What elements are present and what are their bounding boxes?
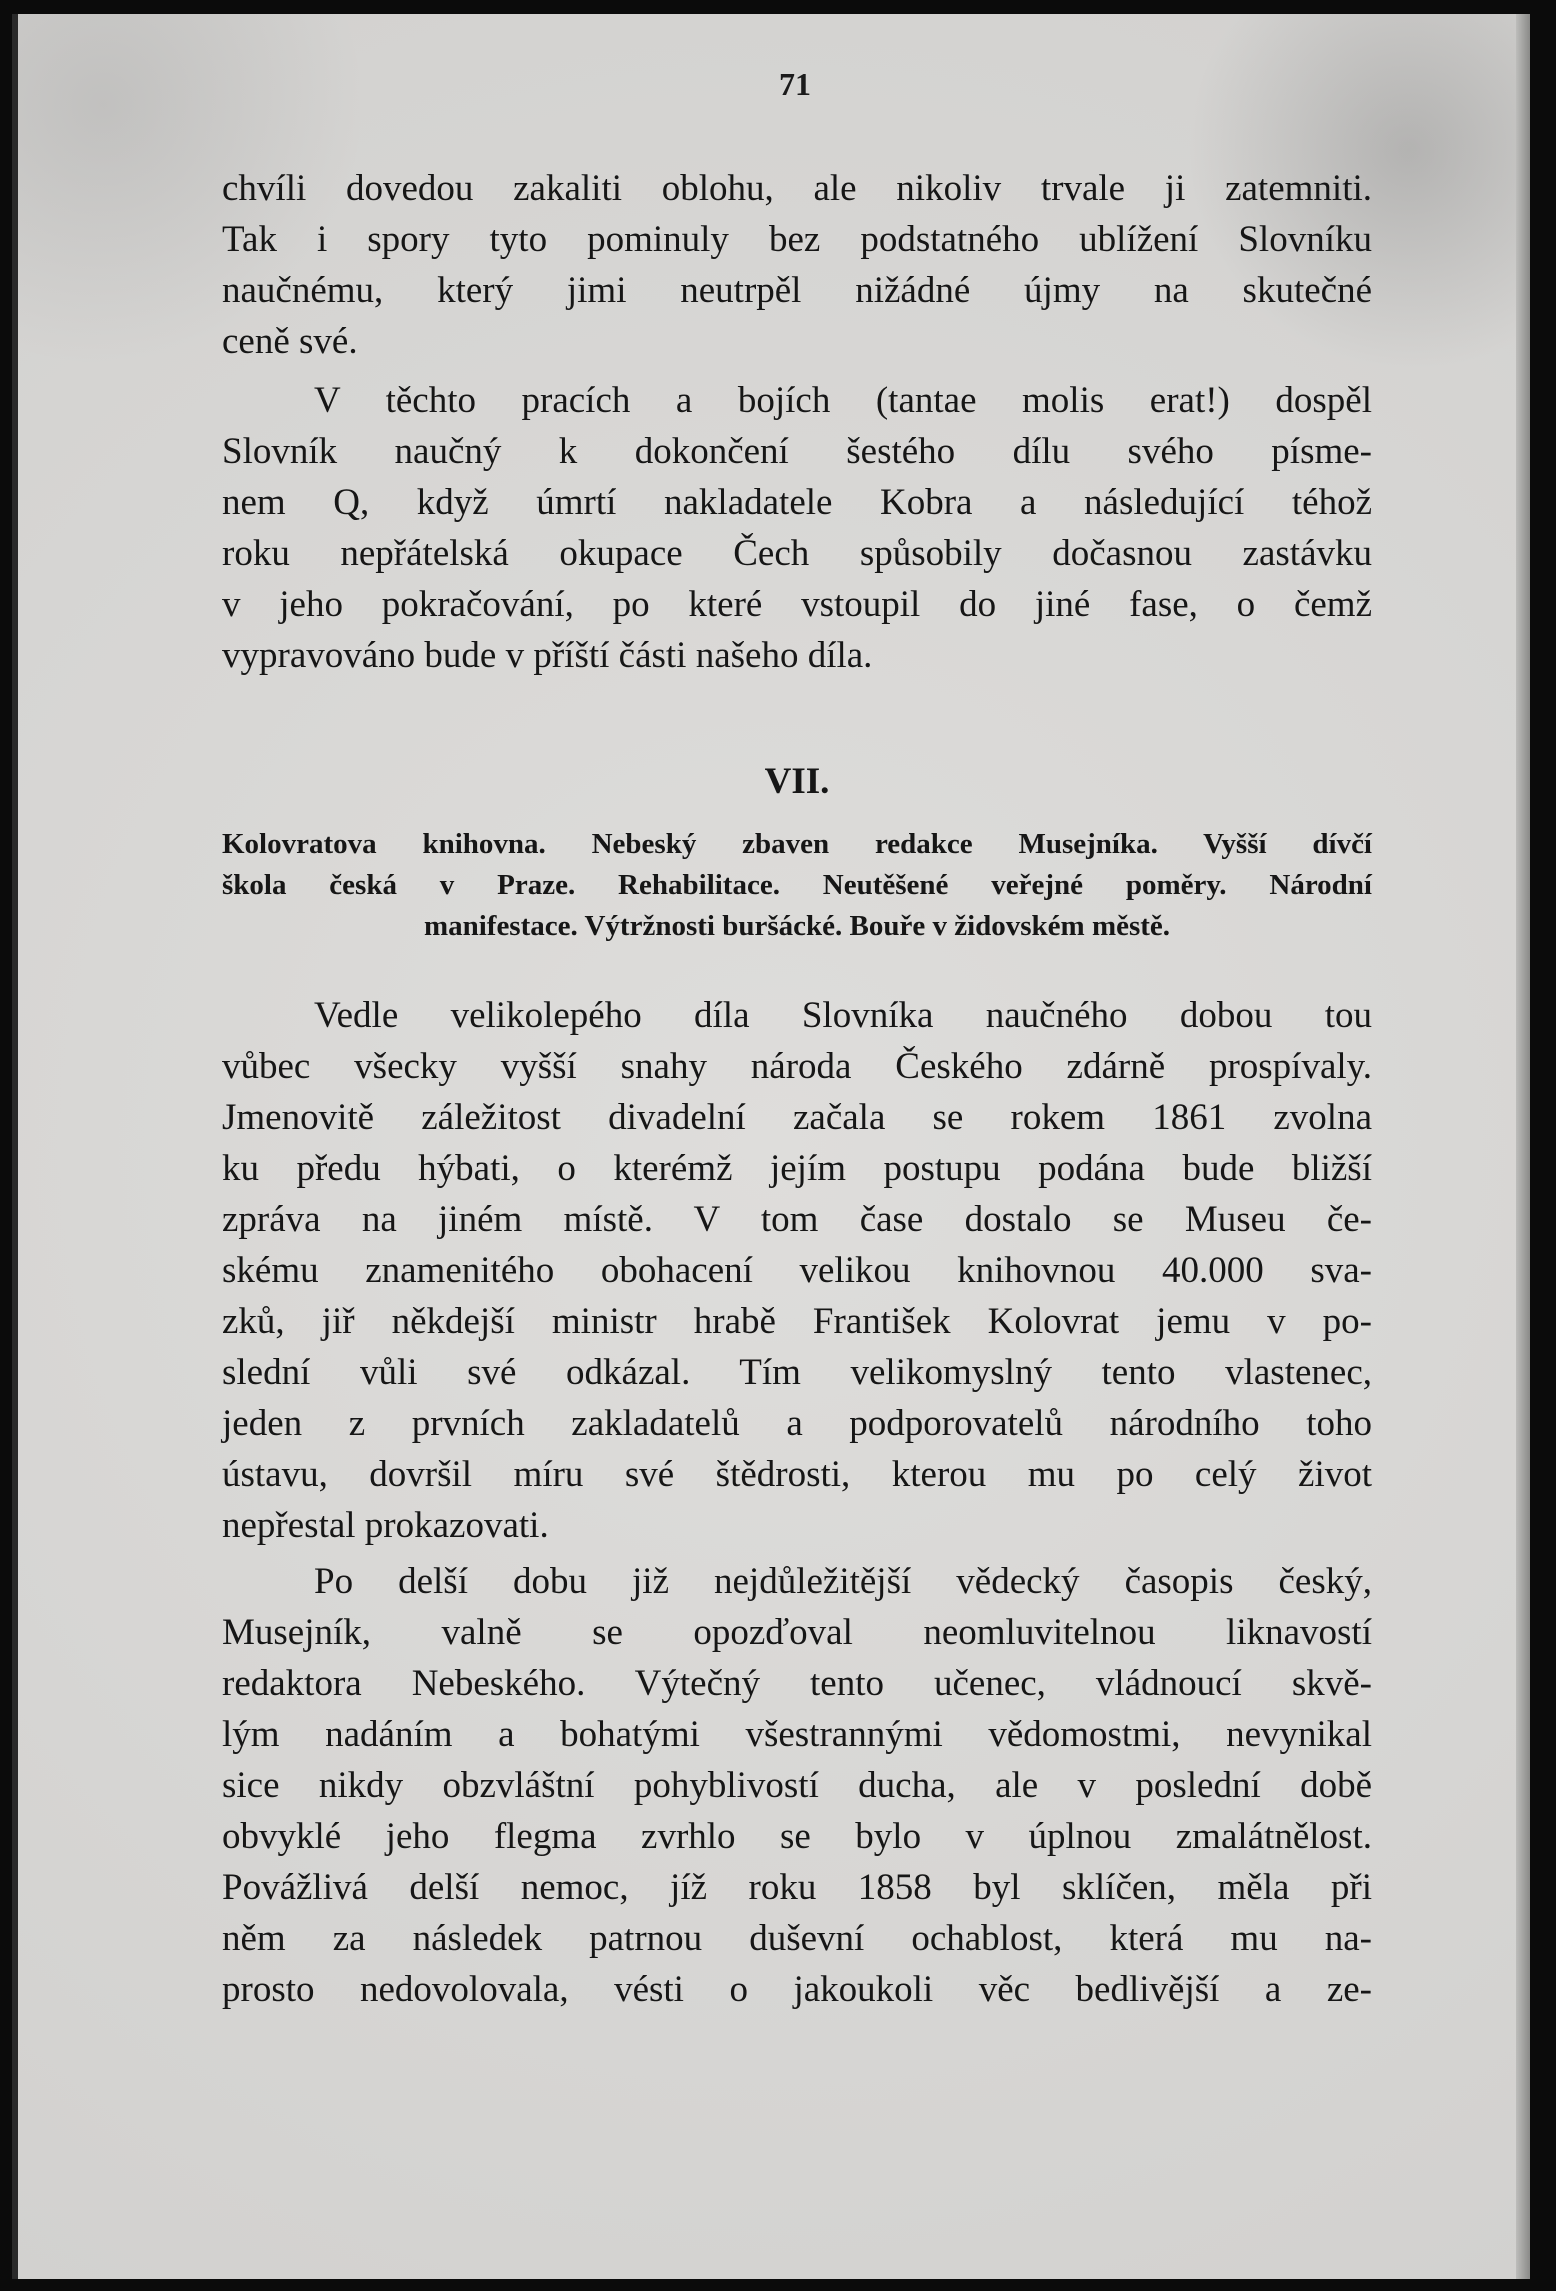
text-line: zpráva na jiném místě. V tom čase dostalo se Museu če- — [222, 1199, 1372, 1240]
text-line: jeden z prvních zakladatelů a podporovatelů národního toho — [222, 1403, 1372, 1444]
page-right-edge — [1516, 14, 1530, 2279]
text-line: Tak i spory tyto pominuly bez podstatného ublížení Slovníku — [222, 219, 1372, 260]
text-line: zků, jiř někdejší ministr hrabě František Kolovrat jemu v po- — [222, 1301, 1372, 1342]
text-line: V těchto pracích a bojích (tantae molis erat!) dospěl — [314, 380, 1372, 421]
text-line: roku nepřátelská okupace Čech spůsobily dočasnou zastávku — [222, 533, 1372, 574]
text-line: Jmenovitě záležitost divadelní začala se rokem 1861 zvolna — [222, 1097, 1372, 1138]
text-line: Po delší dobu již nejdůležitější vědecký časopis český, — [314, 1561, 1372, 1602]
text-line: redaktora Nebeského. Výtečný tento učenec, vládnoucí skvě- — [222, 1663, 1372, 1704]
text-line: Vedle velikolepého díla Slovníka naučného dobou tou — [314, 995, 1372, 1036]
text-line: obvyklé jeho flegma zvrhlo se bylo v úplnou zmalátnělost. — [222, 1816, 1372, 1857]
text-line: slední vůli své odkázal. Tím velikomyslný tento vlastenec, — [222, 1352, 1372, 1393]
text-line: prosto nedovolovala, vésti o jakoukoli věc bedlivější a ze- — [222, 1969, 1372, 2010]
text-line: nem Q, když úmrtí nakladatele Kobra a následující téhož — [222, 482, 1372, 523]
paragraph-2 — [222, 375, 1372, 681]
text-line: vypravováno bude v příští části našeho díla. — [222, 635, 873, 676]
text-line: ústavu, dovršil míru své štědrosti, kterou mu po celý život — [222, 1454, 1372, 1495]
text-line: v jeho pokračování, po které vstoupil do jiné fase, o čemž — [222, 584, 1372, 625]
text-line: něm za následek patrnou duševní ochablost, která mu na- — [222, 1918, 1372, 1959]
text-line: skému znamenitého obohacení velikou knihovnou 40.000 sva- — [222, 1250, 1372, 1291]
summary-line: manifestace. Výtržnosti buršácké. Bouře v židovském městě. — [423, 910, 1171, 942]
text-line: nepřestal prokazovati. — [222, 1505, 549, 1546]
summary-line: Kolovratova knihovna. Nebeský zbaven redakce Musejníka. Vyšší dívčí — [222, 828, 1372, 860]
text-line: Musejník, valně se opozďoval neomluvitelnou liknavostí — [222, 1612, 1372, 1653]
text-line: ku předu hýbati, o kterémž jejím postupu podána bude bližší — [222, 1148, 1372, 1189]
text-line: naučnému, který jimi neutrpěl nižádné újmy na skutečné — [222, 270, 1372, 311]
text-line: lým nadáním a bohatými všestrannými vědomostmi, nevynikal — [222, 1714, 1372, 1755]
summary-line: škola česká v Praze. Rehabilitace. Neutěšené veřejné poměry. Národní — [222, 869, 1372, 901]
text-line: ceně své. — [222, 321, 358, 362]
paragraph-3 — [222, 990, 1372, 1551]
text-line: sice nikdy obzvláštní pohyblivostí ducha, ale v poslední době — [222, 1765, 1372, 1806]
section-summary — [222, 824, 1372, 947]
text-line: vůbec všecky vyšší snahy národa Českého zdárně prospívaly. — [222, 1046, 1372, 1087]
paragraph-1 — [222, 163, 1372, 367]
text-line: Slovník naučný k dokončení šestého dílu svého písme- — [222, 431, 1372, 472]
page-number: 71 — [779, 66, 811, 102]
paragraph-4 — [222, 1556, 1372, 2015]
page-left-edge — [12, 14, 18, 2279]
text-line: chvíli dovedou zakaliti oblohu, ale nikoliv trvale ji zatemniti. — [222, 168, 1372, 209]
section-heading: VII. — [764, 761, 830, 802]
text-line: Povážlivá delší nemoc, jíž roku 1858 byl sklíčen, měla při — [222, 1867, 1372, 1908]
